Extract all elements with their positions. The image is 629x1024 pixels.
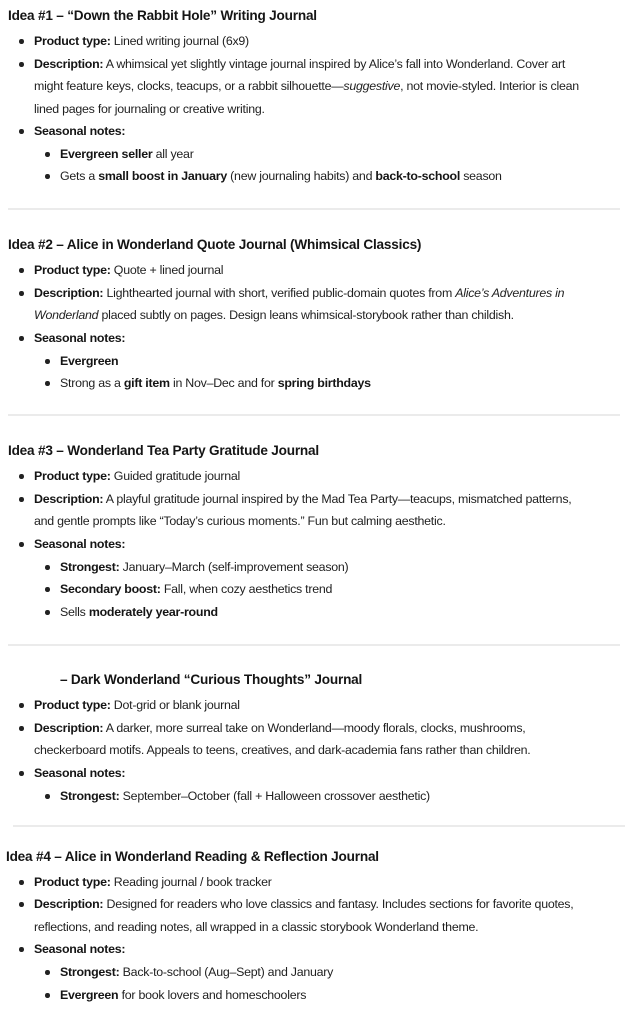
label: Description: (34, 286, 104, 300)
label: Description: (34, 721, 104, 735)
idea-2-description-line-2 (34, 307, 514, 323)
bold-text: Strongest: (60, 789, 120, 803)
idea-3-product-type (34, 468, 240, 484)
bold-text: Strongest: (60, 965, 120, 979)
bold-text: Secondary boost: (60, 582, 161, 596)
value: Guided gratitude journal (110, 469, 241, 483)
value: Reading journal / book tracker (110, 875, 272, 889)
value: Designed for readers who love classics and fantasy. Includes sections for favorite quotes, (103, 897, 574, 911)
bullet-icon (19, 771, 24, 776)
text: Back-to-school (Aug–Sept) and January (119, 965, 334, 979)
value: Dot-grid or blank journal (110, 698, 240, 712)
label: Product type: (34, 263, 111, 277)
label: Product type: (34, 698, 111, 712)
bullet-icon (19, 336, 24, 341)
idea-2-heading: Idea #2 – Alice in Wonderland Quote Journal (Whimsical Classics) (8, 237, 422, 252)
dark-wonderland-heading: – Dark Wonderland “Curious Thoughts” Journal (60, 672, 363, 687)
bullet-icon (19, 947, 24, 952)
idea-1-note-1 (60, 146, 194, 162)
idea-3-description-line-1 (34, 491, 571, 507)
bold-text: Evergreen (60, 988, 119, 1002)
idea-1-description-line-1 (34, 56, 565, 72)
bullet-icon (45, 565, 50, 570)
text: for book lovers and homeschoolers (118, 988, 307, 1002)
dark-wonderland-seasonal-label: Seasonal notes: (34, 766, 126, 780)
idea-4-product-type (34, 874, 272, 890)
divider (13, 825, 625, 827)
idea-2-seasonal-label: Seasonal notes: (34, 331, 126, 345)
bold-text: back-to-school (375, 169, 461, 183)
bullet-icon (19, 542, 24, 547)
bold-text: spring birthdays (277, 376, 371, 390)
idea-3-note-1 (60, 559, 348, 575)
dark-wonderland-product-type (34, 697, 240, 713)
bold-text: moderately year-round (88, 605, 218, 619)
divider (8, 208, 620, 210)
label: Description: (34, 492, 104, 506)
label: Product type: (34, 469, 111, 483)
idea-1-product-type (34, 33, 249, 49)
label: Product type: (34, 34, 111, 48)
text: all year (152, 147, 194, 161)
label: Description: (34, 57, 104, 71)
bullet-icon (19, 62, 24, 67)
divider (8, 644, 620, 646)
bold-text: Evergreen (60, 354, 119, 368)
bullet-icon (19, 474, 24, 479)
bullet-icon (19, 129, 24, 134)
bold-text: small boost in January (98, 169, 227, 183)
text: in Nov–Dec and for (169, 376, 278, 390)
bullet-icon (19, 726, 24, 731)
text: (new journaling habits) and (226, 169, 376, 183)
idea-3-note-3 (60, 604, 218, 620)
bullet-icon (19, 902, 24, 907)
idea-1-note-2 (60, 168, 502, 184)
value: A darker, more surreal take on Wonderland—moody florals, clocks, mushrooms, (103, 721, 526, 735)
bold-text: Strongest: (60, 560, 120, 574)
bullet-icon (19, 39, 24, 44)
bullet-icon (45, 970, 50, 975)
idea-4-seasonal-label: Seasonal notes: (34, 942, 126, 956)
bold-text: gift item (123, 376, 170, 390)
bullet-icon (45, 993, 50, 998)
label: Description: (34, 897, 104, 911)
text: Sells (60, 605, 89, 619)
text: Gets a (60, 169, 99, 183)
bullet-icon (45, 381, 50, 386)
dark-wonderland-description-line-1 (34, 720, 526, 736)
value: A playful gratitude journal inspired by the Mad Tea Party—teacups, mismatched patterns, (103, 492, 572, 506)
bullet-icon (45, 152, 50, 157)
bullet-icon (19, 268, 24, 273)
text: , not movie-styled. Interior is clean (400, 79, 579, 93)
bullet-icon (19, 497, 24, 502)
idea-3-seasonal-label: Seasonal notes: (34, 537, 126, 551)
idea-1-heading: Idea #1 – “Down the Rabbit Hole” Writing Journal (8, 8, 317, 23)
italic-text: suggestive (343, 79, 401, 93)
text: placed subtly on pages. Design leans whimsical-storybook rather than childish. (98, 308, 514, 322)
text: might feature keys, clocks, teacups, or a rabbit silhouette— (34, 79, 344, 93)
idea-4-description-line-1 (34, 896, 573, 912)
bold-text: Evergreen seller (60, 147, 153, 161)
idea-2-product-type (34, 262, 223, 278)
idea-3-description-line-2: and gentle prompts like “Today’s curious moments.” Fun but calming aesthetic. (34, 514, 446, 528)
idea-1-seasonal-label: Seasonal notes: (34, 124, 126, 138)
bullet-icon (19, 880, 24, 885)
italic-text: Alice’s Adventures in (455, 286, 565, 300)
idea-4-description-line-2: reflections, and reading notes, all wrapped in a classic storybook Wonderland theme. (34, 920, 479, 934)
value: A whimsical yet slightly vintage journal inspired by Alice’s fall into Wonderland. Cover art (103, 57, 566, 71)
text: January–March (self-improvement season) (119, 560, 349, 574)
idea-1-description-line-2 (34, 78, 579, 94)
idea-3-note-2 (60, 581, 332, 597)
dark-wonderland-description-line-2: checkerboard motifs. Appeals to teens, creatives, and dark-academia fans rather than children. (34, 743, 531, 757)
idea-2-note-1 (60, 353, 118, 369)
bullet-icon (45, 359, 50, 364)
idea-2-description-line-1 (34, 285, 564, 301)
text: September–October (fall + Halloween crossover aesthetic) (119, 789, 430, 803)
text: Fall, when cozy aesthetics trend (160, 582, 333, 596)
bullet-icon (19, 291, 24, 296)
text: Strong as a (60, 376, 124, 390)
italic-text: Wonderland (34, 308, 99, 322)
idea-3-heading: Idea #3 – Wonderland Tea Party Gratitude Journal (8, 443, 319, 458)
value: Quote + lined journal (110, 263, 224, 277)
idea-2-note-2 (60, 375, 371, 391)
bullet-icon (45, 610, 50, 615)
value: Lined writing journal (6x9) (110, 34, 249, 48)
bullet-icon (45, 794, 50, 799)
bullet-icon (45, 587, 50, 592)
idea-4-note-1 (60, 964, 333, 980)
text: season (460, 169, 502, 183)
idea-4-note-2 (60, 987, 306, 1003)
value: Lighthearted journal with short, verified public-domain quotes from (103, 286, 456, 300)
label: Product type: (34, 875, 111, 889)
divider (8, 414, 620, 416)
bullet-icon (45, 174, 50, 179)
bullet-icon (19, 703, 24, 708)
idea-4-heading: Idea #4 – Alice in Wonderland Reading & Reflection Journal (6, 849, 379, 864)
dark-wonderland-note-1 (60, 788, 430, 804)
idea-1-description-line-3: lined pages for journaling or creative writing. (34, 102, 265, 116)
